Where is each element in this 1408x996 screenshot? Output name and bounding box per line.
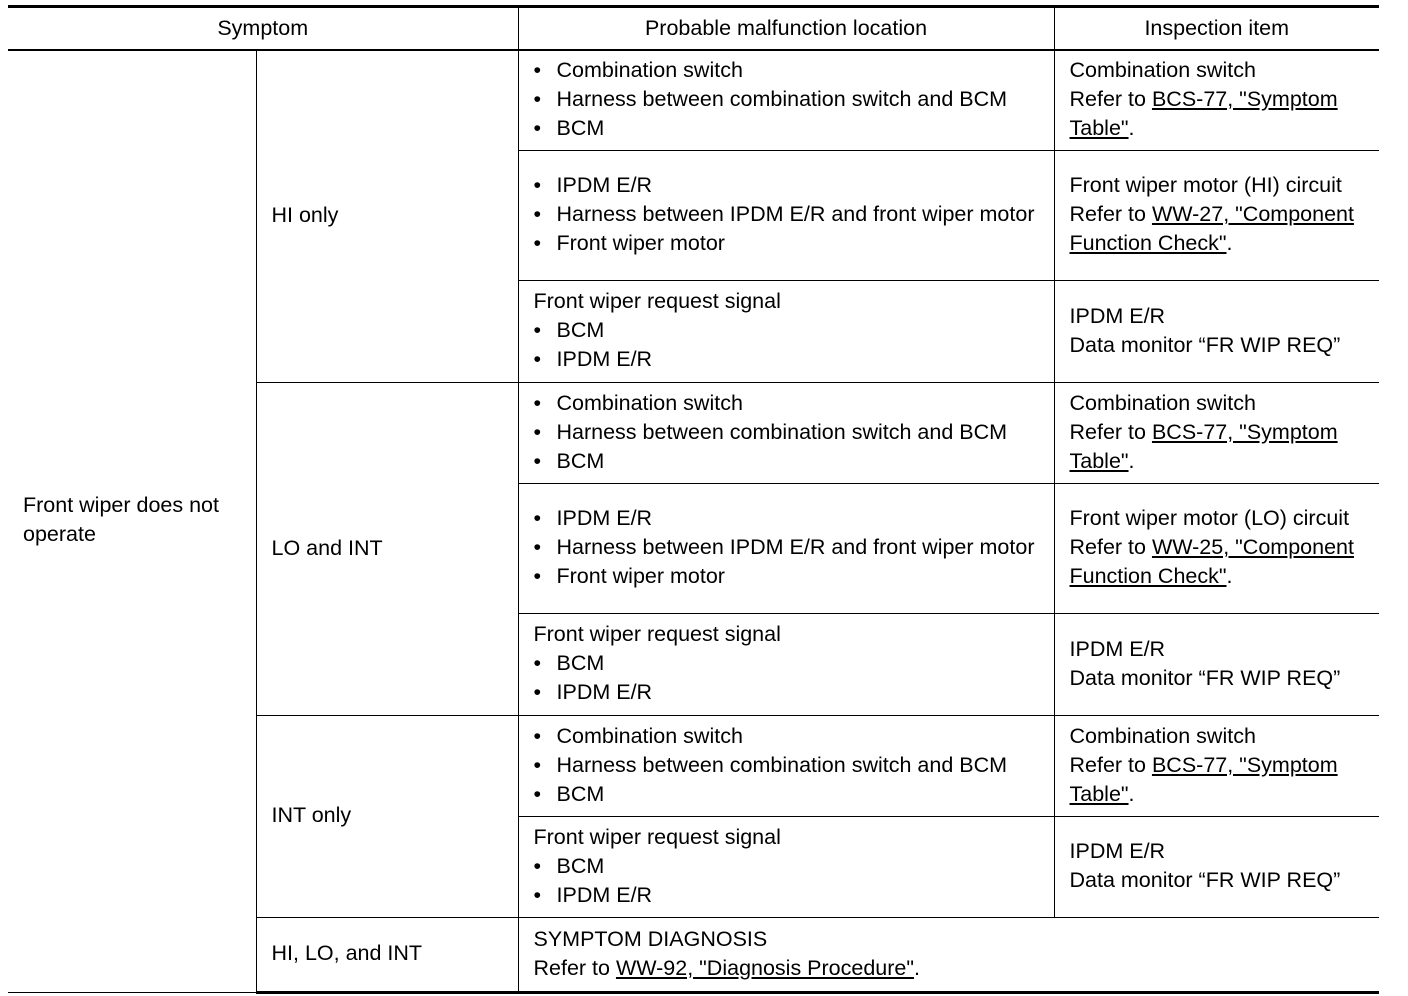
- inspection-cell: [1054, 151, 1379, 281]
- location-cell: [518, 151, 1054, 281]
- location-list: [534, 56, 1046, 143]
- symptom-sub-hi-only: HI only: [256, 50, 518, 383]
- list-item: • BCM: [534, 780, 1046, 809]
- inspection-prefix: Refer to: [1069, 419, 1152, 444]
- symptom-sub-lo-int: LO and INT: [256, 383, 518, 716]
- list-item: • Harness between combination switch and BCM: [534, 751, 1046, 780]
- reference-link[interactable]: BCS-77, "Symptom Table": [1069, 86, 1338, 140]
- list-item: • IPDM E/R: [534, 881, 1046, 910]
- list-item: • IPDM E/R: [534, 678, 1046, 707]
- inspection-cell: [1054, 383, 1379, 484]
- location-cell: [518, 383, 1054, 484]
- list-item: • Combination switch: [534, 389, 1046, 418]
- header-location: Probable malfunction location: [518, 7, 1054, 50]
- location-list: [534, 722, 1046, 809]
- symptom-sub-int-only: INT only: [256, 716, 518, 918]
- list-item: • Harness between IPDM E/R and front wiper motor: [534, 200, 1046, 229]
- location-list: [534, 852, 1046, 910]
- location-cell: [518, 614, 1054, 716]
- diagnosis-title: SYMPTOM DIAGNOSIS: [533, 926, 768, 951]
- inspection-prefix: Refer to: [1069, 752, 1152, 777]
- location-list: [534, 504, 1046, 591]
- inspection-cell: [1054, 614, 1379, 716]
- inspection-cell: [1054, 281, 1379, 383]
- list-item: • Front wiper motor: [534, 229, 1046, 258]
- inspection-detail: Data monitor “FR WIP REQ”: [1069, 332, 1341, 357]
- inspection-title: Combination switch: [1069, 390, 1256, 415]
- table-header-row: [8, 7, 1379, 50]
- list-item: • BCM: [534, 447, 1046, 476]
- reference-link[interactable]: BCS-77, "Symptom Table": [1069, 752, 1338, 806]
- inspection-cell: [1054, 817, 1379, 918]
- list-item: • Combination switch: [534, 722, 1046, 751]
- location-cell: [518, 281, 1054, 383]
- diagnosis-prefix: Refer to: [533, 955, 616, 980]
- reference-link[interactable]: WW-25, "Component Function Check": [1069, 535, 1354, 588]
- location-title: Front wiper request signal: [533, 289, 781, 313]
- inspection-detail: Data monitor “FR WIP REQ”: [1069, 868, 1341, 892]
- inspection-prefix: Refer to: [1069, 202, 1152, 226]
- list-item: • IPDM E/R: [534, 504, 1046, 533]
- diagnosis-cell: [518, 918, 1379, 993]
- table-row: [8, 50, 1379, 151]
- inspection-title: IPDM E/R: [1069, 303, 1166, 328]
- inspection-title: IPDM E/R: [1069, 839, 1166, 863]
- inspection-suffix: .: [1226, 231, 1233, 255]
- location-list: [534, 649, 1046, 707]
- location-cell: [518, 484, 1054, 614]
- inspection-title: Front wiper motor (HI) circuit: [1069, 173, 1342, 197]
- location-cell: [518, 716, 1054, 817]
- diagnosis-suffix: .: [914, 955, 920, 980]
- list-item: • Combination switch: [534, 56, 1046, 85]
- inspection-suffix: .: [1128, 448, 1135, 473]
- location-cell: [518, 50, 1054, 151]
- inspection-detail: Data monitor “FR WIP REQ”: [1069, 665, 1341, 690]
- inspection-cell: [1054, 484, 1379, 614]
- inspection-title: Combination switch: [1069, 723, 1256, 748]
- symptom-main: Front wiper does not operate: [8, 50, 256, 993]
- list-item: • Harness between combination switch and BCM: [534, 85, 1046, 114]
- list-item: • BCM: [534, 649, 1046, 678]
- inspection-cell: [1054, 716, 1379, 817]
- list-item: • Harness between IPDM E/R and front wiper motor: [534, 533, 1046, 562]
- list-item: • IPDM E/R: [534, 345, 1046, 374]
- location-title: Front wiper request signal: [533, 622, 781, 646]
- header-inspection: Inspection item: [1054, 7, 1379, 50]
- inspection-prefix: Refer to: [1069, 86, 1152, 111]
- inspection-prefix: Refer to: [1069, 535, 1152, 559]
- inspection-title: IPDM E/R: [1069, 636, 1166, 661]
- location-cell: [518, 817, 1054, 918]
- inspection-title: Front wiper motor (LO) circuit: [1069, 506, 1350, 530]
- inspection-title: Combination switch: [1069, 57, 1256, 82]
- symptom-table: [8, 5, 1379, 994]
- list-item: • IPDM E/R: [534, 171, 1046, 200]
- list-item: • BCM: [534, 114, 1046, 143]
- inspection-suffix: .: [1128, 115, 1135, 140]
- location-list: [534, 389, 1046, 476]
- reference-link[interactable]: WW-27, "Component Function Check": [1069, 202, 1354, 255]
- inspection-suffix: .: [1128, 781, 1135, 806]
- symptom-sub-hi-lo-int: HI, LO, and INT: [256, 918, 518, 993]
- list-item: • Harness between combination switch and BCM: [534, 418, 1046, 447]
- list-item: • BCM: [534, 316, 1046, 345]
- inspection-suffix: .: [1226, 564, 1233, 588]
- header-symptom: Symptom: [8, 7, 518, 50]
- list-item: • BCM: [534, 852, 1046, 881]
- location-list: [534, 316, 1046, 374]
- location-title: Front wiper request signal: [533, 824, 781, 849]
- reference-link[interactable]: BCS-77, "Symptom Table": [1069, 419, 1338, 473]
- inspection-cell: [1054, 50, 1379, 151]
- list-item: • Front wiper motor: [534, 562, 1046, 591]
- reference-link[interactable]: WW-92, "Diagnosis Procedure": [615, 955, 915, 980]
- location-list: [534, 171, 1046, 258]
